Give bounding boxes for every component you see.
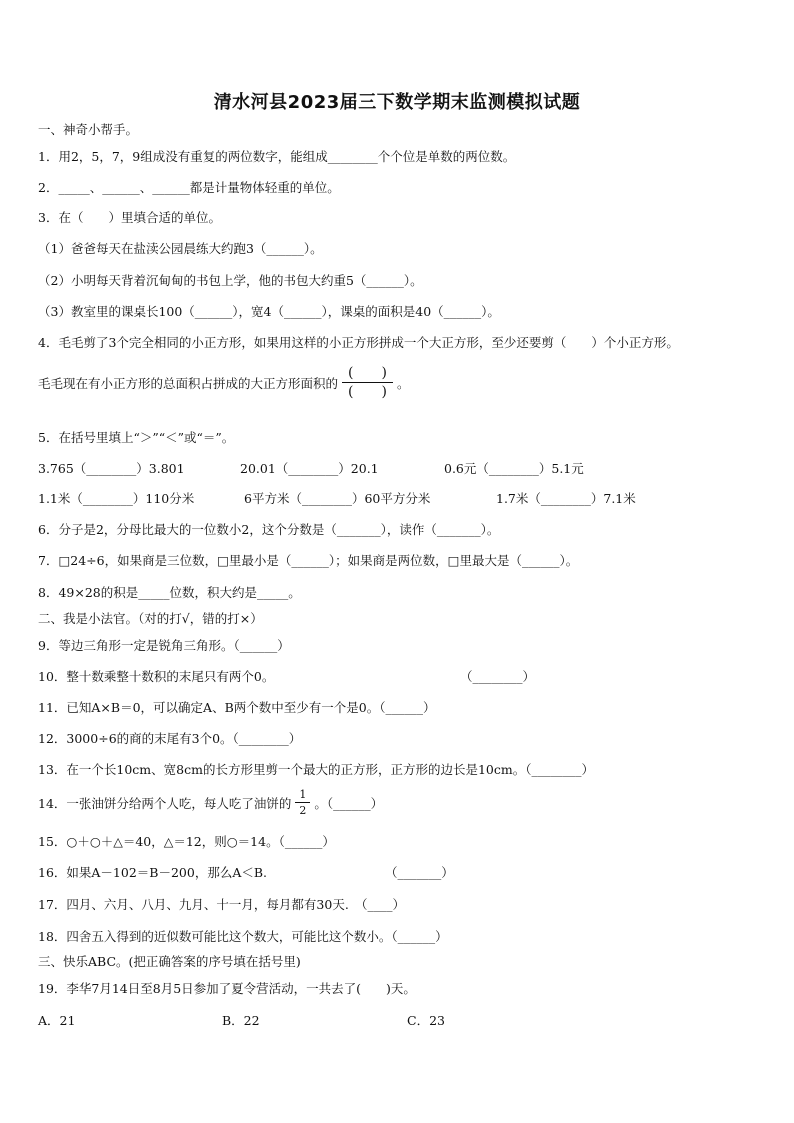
question-7: 7．□24÷6，如果商是三位数，□里最小是（______）；如果商是两位数，□里最大是（______）。 bbox=[38, 553, 579, 568]
question-4-fraction-text: 毛毛现在有小正方形的总面积占拼成的大正方形面积的 bbox=[38, 375, 339, 391]
question-17: 17．四月、六月、八月、九月、十一月，每月都有30天. （____） bbox=[38, 897, 406, 912]
question-10: 10．整十数乘整十数积的末尾只有两个0。 bbox=[38, 669, 275, 684]
section-2-heading: 二、我是小法官。（对的打√，错的打×） bbox=[38, 611, 263, 626]
question-16: 16．如果A－102＝B－200，那么A＜B. bbox=[38, 865, 268, 880]
question-16-answer-blank: （_______） bbox=[385, 865, 454, 880]
question-14-answer: 。（______） bbox=[314, 795, 384, 811]
question-6: 6．分子是2，分母比最大的一位数小2，这个分数是（_______），读作（_______）。 bbox=[38, 522, 500, 537]
question-1: 1．用2，5，7，9组成没有重复的两位数字，能组成________个个位是单数的两位数。 bbox=[38, 149, 516, 164]
question-3-part-2: （2）小明每天背着沉甸甸的书包上学，他的书包大约重5（______）。 bbox=[38, 273, 423, 288]
question-4-continuation bbox=[38, 366, 409, 399]
question-11: 11．已知A×B＝0，可以确定A、B两个数中至少有一个是0。（______） bbox=[38, 700, 436, 715]
question-12: 12．3000÷6的商的末尾有3个0。（________） bbox=[38, 731, 302, 746]
question-9: 9．等边三角形一定是锐角三角形。（______） bbox=[38, 638, 290, 653]
compare-item: 1.7米（________）7.1米 bbox=[496, 491, 636, 506]
question-18: 18．四舍五入得到的近似数可能比这个数大，可能比这个数小。（______） bbox=[38, 929, 448, 944]
question-15: 15．○＋○＋△＝40，△＝12，则○＝14。（______） bbox=[38, 834, 335, 849]
question-2: 2．_____、______、______都是计量物体轻重的单位。 bbox=[38, 180, 340, 195]
question-14-text: 14．一张油饼分给两个人吃，每人吃了油饼的 bbox=[38, 795, 292, 811]
fraction-numerator: 1 bbox=[299, 788, 307, 801]
question-4-end: 。 bbox=[396, 375, 410, 391]
page-title: 清水河县2023届三下数学期末监测模拟试题 bbox=[213, 92, 581, 113]
fraction-denominator: 2 bbox=[299, 804, 307, 817]
blank-fraction bbox=[342, 366, 393, 399]
half-fraction bbox=[295, 789, 310, 816]
question-5: 5．在括号里填上“＞”“＜”或“＝”。 bbox=[38, 430, 235, 445]
option-a: A．21 bbox=[38, 1013, 76, 1028]
option-c: C．23 bbox=[407, 1013, 445, 1028]
fraction-denominator-blank: ( ) bbox=[348, 384, 387, 400]
compare-item: 3.765（________）3.801 bbox=[38, 461, 185, 476]
compare-item: 6平方米（________）60平方分米 bbox=[244, 491, 431, 506]
question-19: 19．李华7月14日至8月5日参加了夏令营活动，一共去了( )天。 bbox=[38, 981, 416, 996]
question-4: 4．毛毛剪了3个完全相同的小正方形，如果用这样的小正方形拼成一个大正方形，至少还要剪（ ）个小正方形。 bbox=[38, 335, 679, 350]
section-3-heading: 三、快乐ABC。(把正确答案的序号填在括号里) bbox=[38, 954, 301, 969]
question-8: 8．49×28的积是_____位数，积大约是_____。 bbox=[38, 585, 301, 600]
question-3-part-3: （3）教室里的课桌长100（______），宽4（______），课桌的面积是40（______）。 bbox=[38, 304, 500, 319]
question-14 bbox=[38, 789, 383, 816]
question-3-part-1: （1）爸爸每天在盐渎公园晨练大约跑3（______）。 bbox=[38, 241, 323, 256]
compare-item: 0.6元（________）5.1元 bbox=[444, 461, 584, 476]
option-b: B．22 bbox=[222, 1013, 260, 1028]
section-1-heading: 一、神奇小帮手。 bbox=[38, 122, 139, 137]
compare-item: 1.1米（________）110分米 bbox=[38, 491, 195, 506]
question-13: 13．在一个长10cm、宽8cm的长方形里剪一个最大的正方形，正方形的边长是10cm。（________） bbox=[38, 762, 594, 777]
question-3: 3．在（ ）里填合适的单位。 bbox=[38, 210, 221, 225]
fraction-numerator-blank: ( ) bbox=[348, 365, 387, 381]
question-10-answer-blank: （________） bbox=[460, 669, 536, 684]
compare-item: 20.01（________）20.1 bbox=[240, 461, 379, 476]
